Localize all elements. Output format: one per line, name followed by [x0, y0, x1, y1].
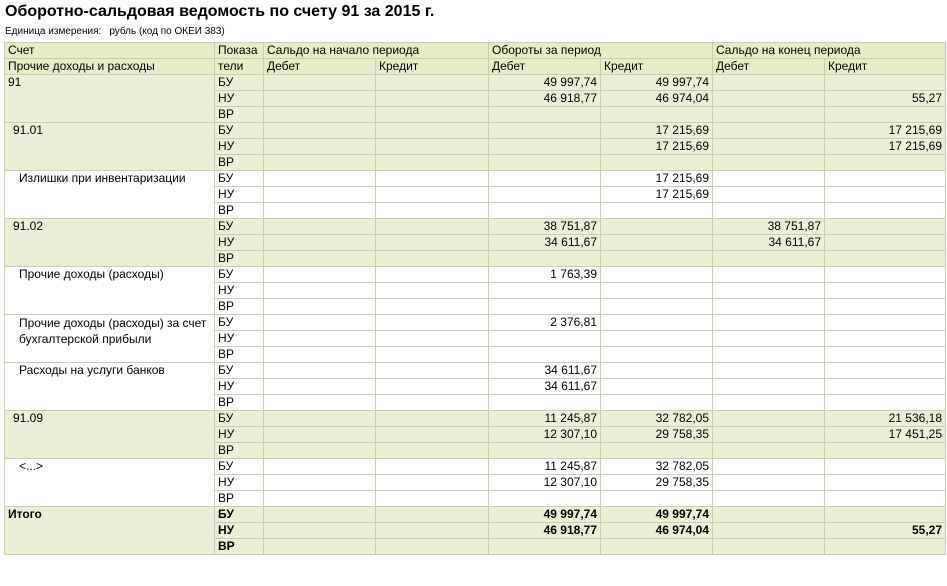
amount-cell[interactable]	[825, 475, 946, 491]
amount-cell[interactable]	[264, 155, 376, 171]
indicator-cell[interactable]: НУ	[215, 235, 264, 251]
amount-cell[interactable]: 49 997,74	[489, 75, 601, 91]
amount-cell[interactable]	[713, 139, 825, 155]
amount-cell[interactable]	[264, 331, 376, 347]
header-row-2	[5, 59, 946, 75]
amount-cell[interactable]: 17 215,69	[601, 139, 713, 155]
table-row	[5, 75, 946, 91]
amount-cell[interactable]	[825, 443, 946, 459]
amount-cell[interactable]	[489, 539, 601, 555]
amount-cell[interactable]	[713, 107, 825, 123]
amount-cell[interactable]: 17 451,25	[825, 427, 946, 443]
amount-cell[interactable]	[601, 107, 713, 123]
amount-cell[interactable]	[376, 75, 489, 91]
amount-cell[interactable]	[376, 139, 489, 155]
amount-cell[interactable]	[264, 491, 376, 507]
unit-value: рубль (код по ОКЕИ 383)	[109, 26, 225, 37]
amount-cell[interactable]	[264, 475, 376, 491]
amount-cell[interactable]	[713, 427, 825, 443]
amount-cell[interactable]	[713, 251, 825, 267]
amount-cell[interactable]	[825, 171, 946, 187]
amount-cell[interactable]	[376, 443, 489, 459]
amount-cell[interactable]: 55,27	[825, 91, 946, 107]
amount-cell[interactable]: 12 307,10	[489, 475, 601, 491]
amount-cell[interactable]	[601, 363, 713, 379]
amount-cell[interactable]: 2 376,81	[489, 315, 601, 331]
amount-cell[interactable]	[376, 507, 489, 523]
amount-cell[interactable]: 1 763,39	[489, 267, 601, 283]
indicator-cell[interactable]: НУ	[215, 379, 264, 395]
amount-cell[interactable]: 29 758,35	[601, 427, 713, 443]
amount-cell[interactable]	[825, 507, 946, 523]
header-closing-balance[interactable]: Сальдо на конец периода	[713, 43, 946, 59]
amount-cell[interactable]	[713, 171, 825, 187]
header-indicators-1[interactable]: Показа	[215, 43, 264, 59]
account-name[interactable]: 91.02	[5, 219, 215, 267]
table-row	[5, 267, 946, 283]
amount-cell[interactable]	[601, 347, 713, 363]
amount-cell[interactable]	[376, 267, 489, 283]
amount-cell[interactable]: 29 758,35	[601, 475, 713, 491]
account-name[interactable]: 91.01	[5, 123, 215, 171]
amount-cell[interactable]: 11 245,87	[489, 459, 601, 475]
table-row	[5, 123, 946, 139]
amount-cell[interactable]	[376, 235, 489, 251]
amount-cell[interactable]: 46 918,77	[489, 523, 601, 539]
amount-cell[interactable]	[376, 251, 489, 267]
amount-cell[interactable]	[264, 75, 376, 91]
amount-cell[interactable]	[376, 203, 489, 219]
indicator-cell[interactable]: ВР	[215, 395, 264, 411]
amount-cell[interactable]	[713, 331, 825, 347]
header-turnover-debit[interactable]: Дебет	[489, 59, 601, 75]
amount-cell[interactable]	[264, 363, 376, 379]
amount-cell[interactable]	[713, 523, 825, 539]
amount-cell[interactable]	[376, 171, 489, 187]
amount-cell[interactable]	[264, 235, 376, 251]
amount-cell[interactable]: 49 997,74	[601, 75, 713, 91]
amount-cell[interactable]	[264, 219, 376, 235]
table-row	[5, 459, 946, 475]
amount-cell[interactable]	[264, 139, 376, 155]
amount-cell[interactable]	[713, 155, 825, 171]
indicator-cell[interactable]: НУ	[215, 523, 264, 539]
amount-cell[interactable]	[825, 251, 946, 267]
indicator-cell[interactable]: БУ	[215, 123, 264, 139]
amount-cell[interactable]	[376, 299, 489, 315]
table-row	[5, 219, 946, 235]
amount-cell[interactable]: 11 245,87	[489, 411, 601, 427]
amount-cell[interactable]	[264, 539, 376, 555]
amount-cell[interactable]	[489, 443, 601, 459]
amount-cell[interactable]	[264, 123, 376, 139]
amount-cell[interactable]	[376, 363, 489, 379]
amount-cell[interactable]	[713, 187, 825, 203]
account-name[interactable]: <...>	[5, 459, 215, 507]
amount-cell[interactable]	[376, 219, 489, 235]
amount-cell[interactable]	[825, 315, 946, 331]
amount-cell[interactable]: 34 611,67	[489, 379, 601, 395]
total-label[interactable]: Итого	[5, 507, 215, 555]
indicator-cell[interactable]: БУ	[215, 219, 264, 235]
amount-cell[interactable]	[376, 427, 489, 443]
amount-cell[interactable]	[713, 475, 825, 491]
amount-cell[interactable]	[825, 75, 946, 91]
account-name[interactable]: 91	[5, 75, 215, 123]
indicator-cell[interactable]: НУ	[215, 475, 264, 491]
amount-cell[interactable]	[713, 411, 825, 427]
amount-cell[interactable]	[825, 187, 946, 203]
amount-cell[interactable]	[601, 331, 713, 347]
amount-cell[interactable]	[713, 123, 825, 139]
amount-cell[interactable]	[264, 347, 376, 363]
amount-cell[interactable]: 49 997,74	[489, 507, 601, 523]
header-row-1	[5, 43, 946, 59]
indicator-cell[interactable]: НУ	[215, 427, 264, 443]
amount-cell[interactable]	[264, 299, 376, 315]
amount-cell[interactable]	[601, 379, 713, 395]
table-row	[5, 171, 946, 187]
amount-cell[interactable]	[713, 379, 825, 395]
amount-cell[interactable]	[825, 203, 946, 219]
amount-cell[interactable]	[376, 331, 489, 347]
amount-cell[interactable]	[376, 107, 489, 123]
amount-cell[interactable]	[713, 267, 825, 283]
indicator-cell[interactable]: ВР	[215, 107, 264, 123]
amount-cell[interactable]	[825, 539, 946, 555]
amount-cell[interactable]	[713, 91, 825, 107]
amount-cell[interactable]	[489, 491, 601, 507]
amount-cell[interactable]	[264, 507, 376, 523]
header-indicators-2[interactable]: тели	[215, 59, 264, 75]
amount-cell[interactable]: 46 974,04	[601, 91, 713, 107]
total-row	[5, 507, 946, 523]
amount-cell[interactable]: 12 307,10	[489, 427, 601, 443]
indicator-cell[interactable]: ВР	[215, 443, 264, 459]
amount-cell[interactable]	[264, 315, 376, 331]
amount-cell[interactable]: 17 215,69	[601, 187, 713, 203]
amount-cell[interactable]	[825, 491, 946, 507]
amount-cell[interactable]: 17 215,69	[825, 123, 946, 139]
unit-line	[5, 26, 233, 37]
amount-cell[interactable]	[601, 219, 713, 235]
amount-cell[interactable]	[825, 267, 946, 283]
amount-cell[interactable]	[601, 203, 713, 219]
indicator-cell[interactable]: БУ	[215, 411, 264, 427]
table-row	[5, 411, 946, 427]
indicator-cell[interactable]: БУ	[215, 315, 264, 331]
amount-cell[interactable]	[601, 395, 713, 411]
amount-cell[interactable]	[713, 347, 825, 363]
header-turnover-credit[interactable]: Кредит	[601, 59, 713, 75]
amount-cell[interactable]: 38 751,87	[713, 219, 825, 235]
indicator-cell[interactable]: НУ	[215, 283, 264, 299]
amount-cell[interactable]	[713, 395, 825, 411]
indicator-cell[interactable]: БУ	[215, 363, 264, 379]
header-account-sub[interactable]: Прочие доходы и расходы	[5, 59, 215, 75]
amount-cell[interactable]	[489, 299, 601, 315]
amount-cell[interactable]	[713, 491, 825, 507]
amount-cell[interactable]	[713, 459, 825, 475]
report-title: Оборотно-сальдовая ведомость по счету 91 за 2015 г.	[5, 3, 435, 20]
amount-cell[interactable]	[825, 219, 946, 235]
amount-cell[interactable]: 21 536,18	[825, 411, 946, 427]
amount-cell[interactable]	[601, 539, 713, 555]
amount-cell[interactable]	[264, 107, 376, 123]
amount-cell[interactable]	[264, 171, 376, 187]
indicator-cell[interactable]: БУ	[215, 171, 264, 187]
amount-cell[interactable]	[489, 347, 601, 363]
indicator-cell[interactable]: НУ	[215, 139, 264, 155]
indicator-cell[interactable]: БУ	[215, 507, 264, 523]
amount-cell[interactable]	[825, 155, 946, 171]
amount-cell[interactable]	[601, 267, 713, 283]
amount-cell[interactable]	[825, 107, 946, 123]
indicator-cell[interactable]: НУ	[215, 187, 264, 203]
amount-cell[interactable]	[376, 411, 489, 427]
amount-cell[interactable]	[489, 187, 601, 203]
balance-sheet-table	[4, 42, 946, 555]
indicator-cell[interactable]: ВР	[215, 347, 264, 363]
amount-cell[interactable]: 46 974,04	[601, 523, 713, 539]
table-row	[5, 363, 946, 379]
amount-cell[interactable]	[489, 331, 601, 347]
amount-cell[interactable]	[489, 171, 601, 187]
amount-cell[interactable]	[713, 283, 825, 299]
amount-cell[interactable]	[601, 155, 713, 171]
amount-cell[interactable]: 49 997,74	[601, 507, 713, 523]
amount-cell[interactable]: 38 751,87	[489, 219, 601, 235]
amount-cell[interactable]	[489, 203, 601, 219]
amount-cell[interactable]	[376, 315, 489, 331]
amount-cell[interactable]	[376, 187, 489, 203]
amount-cell[interactable]: 34 611,67	[713, 235, 825, 251]
amount-cell[interactable]	[376, 395, 489, 411]
amount-cell[interactable]	[601, 235, 713, 251]
amount-cell[interactable]	[489, 283, 601, 299]
amount-cell[interactable]	[376, 283, 489, 299]
header-turnover[interactable]: Обороты за период	[489, 43, 713, 59]
indicator-cell[interactable]: ВР	[215, 491, 264, 507]
amount-cell[interactable]: 17 215,69	[601, 171, 713, 187]
amount-cell[interactable]: 46 918,77	[489, 91, 601, 107]
table-row	[5, 315, 946, 331]
amount-cell[interactable]	[489, 139, 601, 155]
header-opening-debit[interactable]: Дебет	[264, 59, 376, 75]
header-closing-credit[interactable]: Кредит	[825, 59, 946, 75]
amount-cell[interactable]	[825, 379, 946, 395]
amount-cell[interactable]	[825, 283, 946, 299]
amount-cell[interactable]	[376, 475, 489, 491]
amount-cell[interactable]	[713, 507, 825, 523]
amount-cell[interactable]	[601, 299, 713, 315]
amount-cell[interactable]: 34 611,67	[489, 363, 601, 379]
account-name[interactable]: Расходы на услуги банков	[5, 363, 215, 411]
indicator-cell[interactable]: ВР	[215, 155, 264, 171]
account-name[interactable]: Прочие доходы (расходы)	[5, 267, 215, 315]
amount-cell[interactable]	[489, 155, 601, 171]
amount-cell[interactable]	[264, 523, 376, 539]
amount-cell[interactable]	[713, 299, 825, 315]
indicator-cell[interactable]: ВР	[215, 539, 264, 555]
header-closing-debit[interactable]: Дебет	[713, 59, 825, 75]
amount-cell[interactable]	[825, 363, 946, 379]
amount-cell[interactable]	[825, 235, 946, 251]
amount-cell[interactable]: 17 215,69	[601, 123, 713, 139]
indicator-cell[interactable]: БУ	[215, 459, 264, 475]
amount-cell[interactable]	[264, 251, 376, 267]
indicator-cell[interactable]: НУ	[215, 331, 264, 347]
amount-cell[interactable]	[264, 443, 376, 459]
amount-cell[interactable]	[601, 251, 713, 267]
amount-cell[interactable]	[264, 411, 376, 427]
amount-cell[interactable]	[264, 459, 376, 475]
indicator-cell[interactable]: БУ	[215, 267, 264, 283]
amount-cell[interactable]	[601, 283, 713, 299]
header-opening-balance[interactable]: Сальдо на начало периода	[264, 43, 489, 59]
amount-cell[interactable]: 55,27	[825, 523, 946, 539]
amount-cell[interactable]	[376, 347, 489, 363]
amount-cell[interactable]: 32 782,05	[601, 459, 713, 475]
indicator-cell[interactable]: ВР	[215, 299, 264, 315]
indicator-cell[interactable]: БУ	[215, 75, 264, 91]
amount-cell[interactable]: 32 782,05	[601, 411, 713, 427]
amount-cell[interactable]	[264, 203, 376, 219]
amount-cell[interactable]	[264, 267, 376, 283]
amount-cell[interactable]: 34 611,67	[489, 235, 601, 251]
amount-cell[interactable]	[264, 283, 376, 299]
amount-cell[interactable]	[601, 491, 713, 507]
indicator-cell[interactable]: ВР	[215, 251, 264, 267]
amount-cell[interactable]	[489, 123, 601, 139]
amount-cell[interactable]	[713, 315, 825, 331]
amount-cell[interactable]	[264, 91, 376, 107]
amount-cell[interactable]	[376, 459, 489, 475]
amount-cell[interactable]	[713, 75, 825, 91]
account-name[interactable]: 91.09	[5, 411, 215, 459]
amount-cell[interactable]	[489, 251, 601, 267]
amount-cell[interactable]	[264, 187, 376, 203]
header-opening-credit[interactable]: Кредит	[376, 59, 489, 75]
amount-cell[interactable]	[376, 155, 489, 171]
amount-cell[interactable]	[489, 395, 601, 411]
indicator-cell[interactable]: ВР	[215, 203, 264, 219]
account-name[interactable]: Прочие доходы (расходы) за счет бухгалтерской прибыли	[5, 315, 215, 363]
amount-cell[interactable]	[825, 459, 946, 475]
unit-label: Единица измерения:	[5, 26, 102, 37]
amount-cell[interactable]	[713, 539, 825, 555]
amount-cell[interactable]	[376, 491, 489, 507]
amount-cell[interactable]	[825, 331, 946, 347]
amount-cell[interactable]	[489, 107, 601, 123]
header-account[interactable]: Счет	[5, 43, 215, 59]
amount-cell[interactable]	[264, 427, 376, 443]
amount-cell[interactable]	[713, 363, 825, 379]
amount-cell[interactable]	[376, 523, 489, 539]
indicator-cell[interactable]: НУ	[215, 91, 264, 107]
amount-cell[interactable]	[376, 539, 489, 555]
amount-cell[interactable]	[601, 443, 713, 459]
amount-cell[interactable]	[264, 395, 376, 411]
amount-cell[interactable]	[825, 395, 946, 411]
amount-cell[interactable]: 17 215,69	[825, 139, 946, 155]
amount-cell[interactable]	[376, 91, 489, 107]
account-name[interactable]: Излишки при инвентаризации	[5, 171, 215, 219]
amount-cell[interactable]	[825, 299, 946, 315]
amount-cell[interactable]	[601, 315, 713, 331]
amount-cell[interactable]	[264, 379, 376, 395]
amount-cell[interactable]	[713, 203, 825, 219]
amount-cell[interactable]	[713, 443, 825, 459]
amount-cell[interactable]	[376, 379, 489, 395]
amount-cell[interactable]	[376, 123, 489, 139]
amount-cell[interactable]	[825, 347, 946, 363]
